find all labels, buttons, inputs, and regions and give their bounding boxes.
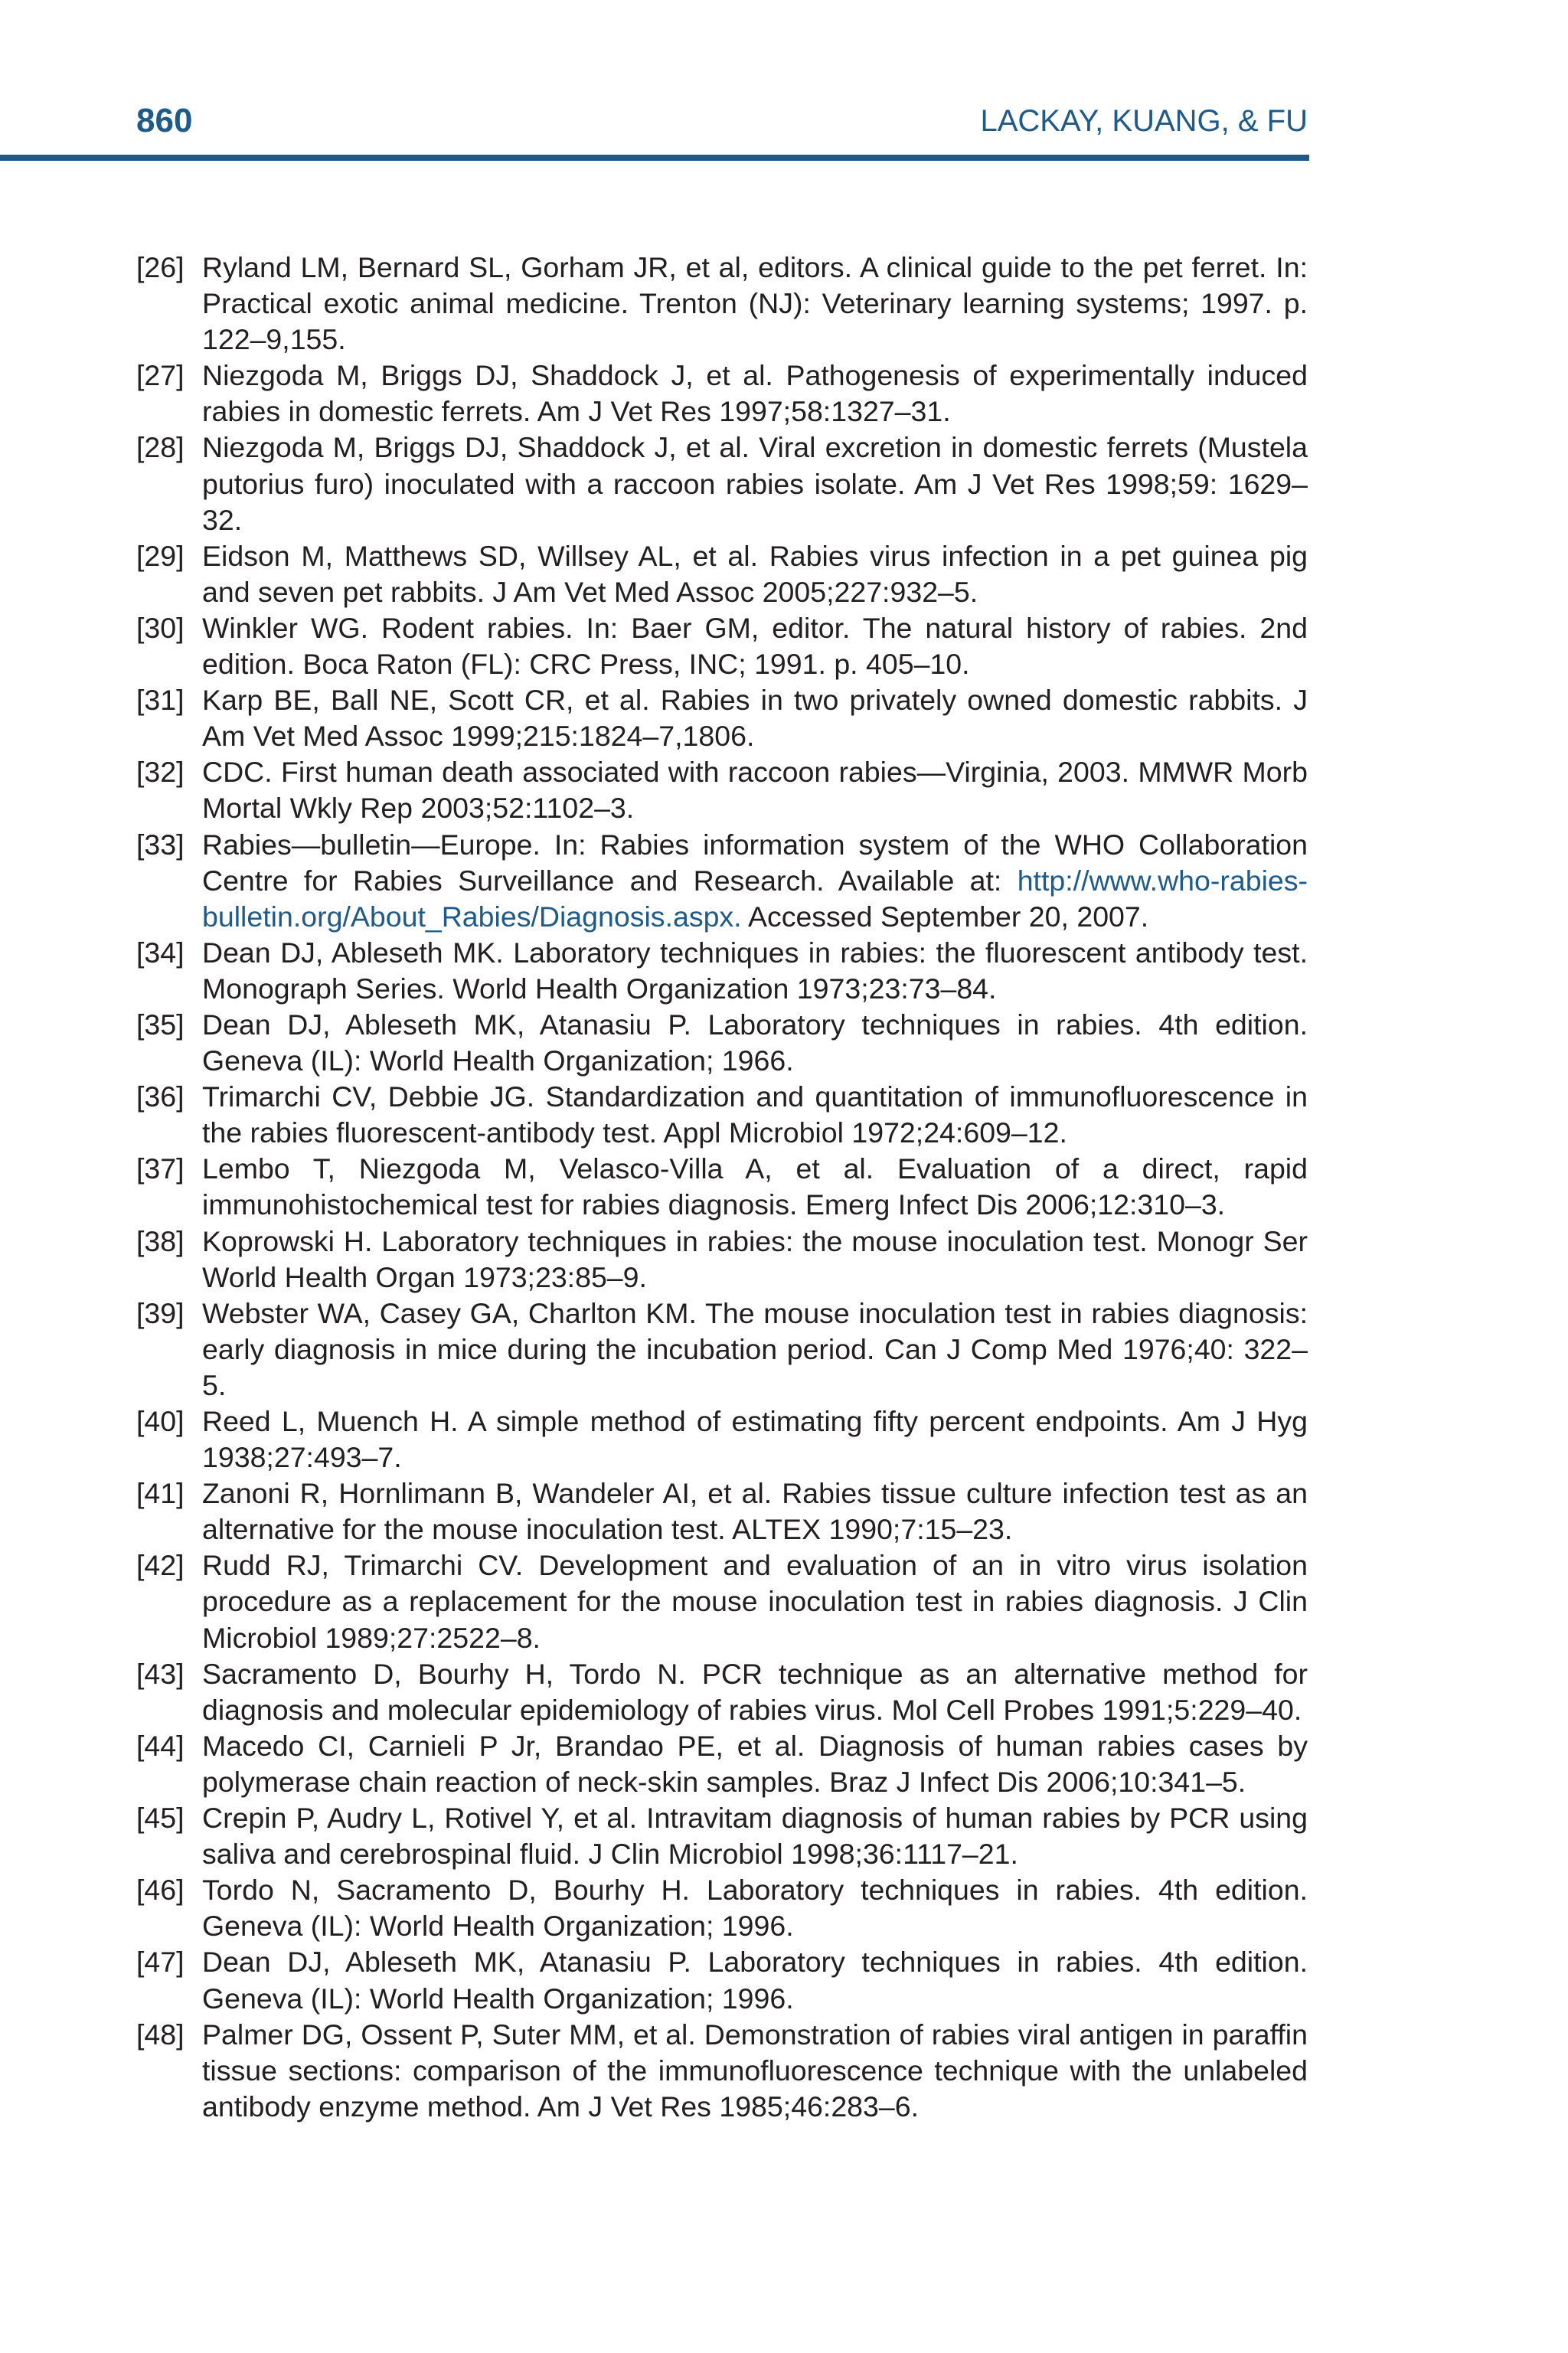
reference-item	[136, 430, 1308, 538]
reference-number: [39]	[136, 1296, 185, 1329]
reference-list	[136, 250, 1308, 2125]
running-head: LACKAY, KUANG, & FU	[980, 104, 1308, 138]
reference-number: [31]	[136, 684, 185, 717]
reference-item	[136, 2017, 1308, 2125]
reference-number: [46]	[136, 1874, 185, 1907]
reference-text: Tordo N, Sacramento D, Bourhy H. Laboratory techniques in rabies. 4th edition. Geneva (IL): World Health Organization; 1996.	[202, 1874, 1308, 1943]
reference-text: Trimarchi CV, Debbie JG. Standardization and quantitation of immunofluorescence in the rabies fluorescent-antibody test. Appl Microbiol 1972;24:609–12.	[202, 1080, 1308, 1149]
reference-item	[136, 935, 1308, 1007]
reference-item	[136, 682, 1308, 754]
reference-item	[136, 1151, 1308, 1223]
reference-item	[136, 250, 1308, 358]
reference-number: [35]	[136, 1008, 185, 1041]
reference-text: Niezgoda M, Briggs DJ, Shaddock J, et al. Viral excretion in domestic ferrets (Mustela putorius furo) inoculated with a raccoon rabies isolate. Am J Vet Res 1998;59: 1629–32.	[202, 431, 1308, 536]
reference-text: CDC. First human death associated with raccoon rabies—Virginia, 2003. MMWR Morb Mortal Wkly Rep 2003;52:1102–3.	[202, 756, 1308, 825]
reference-item	[136, 1872, 1308, 1944]
reference-number: [29]	[136, 539, 185, 572]
reference-number: [36]	[136, 1080, 185, 1113]
reference-number: [32]	[136, 756, 185, 789]
reference-text: Zanoni R, Hornlimann B, Wandeler AI, et al. Rabies tissue culture infection test as an alternative for the mouse inoculation test. ALTEX 1990;7:15–23.	[202, 1477, 1308, 1546]
reference-number: [30]	[136, 611, 185, 644]
reference-item	[136, 1656, 1308, 1728]
header-rule	[0, 155, 1309, 161]
reference-item	[136, 610, 1308, 682]
reference-text: Sacramento D, Bourhy H, Tordo N. PCR technique as an alternative method for diagnosis and molecular epidemiology of rabies virus. Mol Cell Probes 1991;5:229–40.	[202, 1657, 1308, 1726]
reference-item	[136, 1944, 1308, 2016]
reference-number: [34]	[136, 936, 185, 969]
reference-text: Lembo T, Niezgoda M, Velasco-Villa A, et al. Evaluation of a direct, rapid immunohistochemical test for rabies diagnosis. Emerg Infect Dis 2006;12:310–3.	[202, 1152, 1308, 1221]
reference-number: [47]	[136, 1946, 185, 1979]
reference-item	[136, 1296, 1308, 1404]
reference-item	[136, 358, 1308, 430]
reference-text: Niezgoda M, Briggs DJ, Shaddock J, et al. Pathogenesis of experimentally induced rabies in domestic ferrets. Am J Vet Res 1997;58:1327–31.	[202, 359, 1308, 428]
reference-link[interactable]: http://www.who-rabies-bulletin.org/About_Rabies/Diagnosis.aspx.	[202, 864, 1308, 933]
reference-text: Webster WA, Casey GA, Charlton KM. The mouse inoculation test in rabies diagnosis: early diagnosis in mice during the incubation period. Can J Comp Med 1976;40: 322–5.	[202, 1296, 1308, 1401]
reference-text: Winkler WG. Rodent rabies. In: Baer GM, editor. The natural history of rabies. 2nd edition. Boca Raton (FL): CRC Press, INC; 1991. p. 405–10.	[202, 611, 1308, 681]
reference-item	[136, 1079, 1308, 1151]
reference-number: [28]	[136, 431, 185, 464]
reference-text: Reed L, Muench H. A simple method of estimating fifty percent endpoints. Am J Hyg 1938;27:493–7.	[202, 1405, 1308, 1474]
reference-item	[136, 1800, 1308, 1872]
reference-item	[136, 1728, 1308, 1800]
reference-item	[136, 1224, 1308, 1296]
reference-number: [38]	[136, 1224, 185, 1257]
reference-text: Eidson M, Matthews SD, Willsey AL, et al. Rabies virus infection in a pet guinea pig and seven pet rabbits. J Am Vet Med Assoc 2005;227:932–5.	[202, 539, 1308, 608]
reference-text: Dean DJ, Ableseth MK. Laboratory techniques in rabies: the fluorescent antibody test. Monograph Series. World Health Organization 1973;23:73–84.	[202, 936, 1308, 1005]
reference-number: [37]	[136, 1152, 185, 1185]
reference-number: [42]	[136, 1549, 185, 1582]
reference-text: Rudd RJ, Trimarchi CV. Development and evaluation of an in vitro virus isolation procedure as a replacement for the mouse inoculation test in rabies diagnosis. J Clin Microbiol 1989;27:2522–8.	[202, 1549, 1308, 1654]
reference-number: [40]	[136, 1405, 185, 1437]
reference-item	[136, 1547, 1308, 1655]
reference-number: [44]	[136, 1729, 185, 1762]
reference-item	[136, 538, 1308, 610]
reference-number: [41]	[136, 1477, 185, 1510]
reference-text: Crepin P, Audry L, Rotivel Y, et al. Intravitam diagnosis of human rabies by PCR using saliva and cerebrospinal fluid. J Clin Microbiol 1998;36:1117–21.	[202, 1802, 1308, 1871]
reference-text: Karp BE, Ball NE, Scott CR, et al. Rabies in two privately owned domestic rabbits. J Am Vet Med Assoc 1999;215:1824–7,1806.	[202, 684, 1308, 753]
reference-text: Palmer DG, Ossent P, Suter MM, et al. Demonstration of rabies viral antigen in paraffin tissue sections: comparison of the immunofluorescence technique with the unlabeled antibody enzyme method. Am J Vet Res 1985;46:283–6.	[202, 2018, 1308, 2123]
reference-number: [27]	[136, 359, 185, 392]
reference-number: [45]	[136, 1802, 185, 1835]
reference-number: [33]	[136, 828, 185, 861]
reference-number: [43]	[136, 1657, 185, 1690]
reference-item	[136, 1007, 1308, 1079]
reference-text: Dean DJ, Ableseth MK, Atanasiu P. Laboratory techniques in rabies. 4th edition. Geneva (IL): World Health Organization; 1966.	[202, 1008, 1308, 1077]
reference-item	[136, 1476, 1308, 1547]
reference-item	[136, 1404, 1308, 1476]
reference-text: Macedo CI, Carnieli P Jr, Brandao PE, et al. Diagnosis of human rabies cases by polymerase chain reaction of neck-skin samples. Braz J Infect Dis 2006;10:341–5.	[202, 1729, 1308, 1798]
reference-text: Koprowski H. Laboratory techniques in rabies: the mouse inoculation test. Monogr Ser World Health Organ 1973;23:85–9.	[202, 1224, 1308, 1293]
reference-number: [26]	[136, 251, 185, 283]
reference-item	[136, 827, 1308, 935]
page-number: 860	[136, 102, 193, 139]
reference-text: Rabies—bulletin—Europe. In: Rabies information system of the WHO Collaboration Centre for Rabies Surveillance and Research. Available at:	[202, 828, 1308, 897]
reference-text-after: Accessed September 20, 2007.	[741, 900, 1149, 933]
reference-text: Dean DJ, Ableseth MK, Atanasiu P. Laboratory techniques in rabies. 4th edition. Geneva (IL): World Health Organization; 1996.	[202, 1946, 1308, 2015]
reference-item	[136, 754, 1308, 826]
reference-number: [48]	[136, 2018, 185, 2051]
reference-text: Ryland LM, Bernard SL, Gorham JR, et al, editors. A clinical guide to the pet ferret. In: Practical exotic animal medicine. Trenton (NJ): Veterinary learning systems; 1997. p. 122–9,155.	[202, 251, 1308, 356]
